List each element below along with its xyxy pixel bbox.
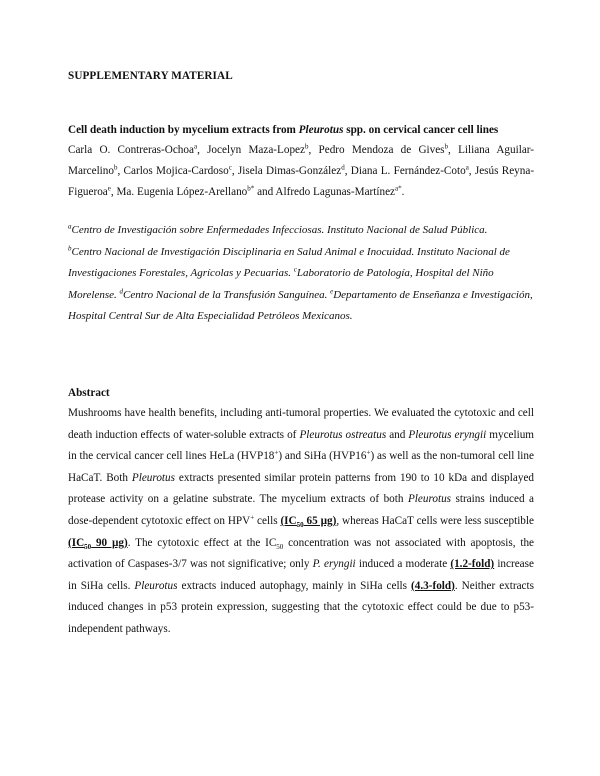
abstract-text: 50	[84, 542, 92, 551]
author-name: Pedro Mendoza de Gives	[318, 144, 445, 156]
affil-mark-b: b	[68, 243, 72, 252]
abstract-text: strains induced a dose-dependent cytotoxic effect on HPV	[68, 493, 534, 527]
author-name: Alfredo Lagunas-Martínez	[275, 186, 395, 198]
abstract-text: increase in SiHa cells.	[68, 558, 534, 592]
author-name: Jisela Dimas-González	[237, 165, 342, 177]
author-affil-mark: b	[444, 142, 449, 151]
affil-mark-e: e	[330, 286, 334, 295]
author-list: Carla O. Contreras-Ochoa$^a$, Jocelyn Maza-Lopez$^b$, Pedro Mendoza de Gives$^b$, Liliana Aguilar-Marcelino$^b$, Carlos Mojica-Cardoso$^c$, Jisela Dimas-González$^d$, Diana L. Fernández-Coto$^a$, Jesús Reyna-Figueroa$^e$, Ma. Eugenia López-Arellano$^{b*}$ and Alfredo Lagunas-Martínez$^{a*}$.	[68, 142, 535, 198]
abstract-text: 90 µg)	[91, 536, 128, 549]
author-name: Carla O. Contreras-Ochoa	[68, 144, 194, 156]
author-name: Jocelyn Maza-Lopez	[207, 144, 305, 156]
abstract-text: extracts presented similar protein patterns from 190 to 10 kDa and displayed protease activity on a gelatine substrate. The mycelium extracts of both	[68, 471, 534, 506]
abstract-text: 65 µg)	[303, 514, 337, 527]
abstract-text: Mushrooms have health benefits, including anti-tumoral properties. We evaluated the cytotoxic and cell death induction effects of water-soluble extracts of	[68, 407, 534, 441]
abstract-text: induced a moderate	[355, 558, 451, 571]
affil-mark-a: a	[68, 222, 72, 231]
abstract-text: (IC	[68, 536, 85, 549]
author-name: Jesús Reyna-Figueroa	[68, 165, 535, 198]
affiliation-b: Centro Nacional de Investigación Disciplinaria en Salud Animal e Inocuidad. Instituto Nacional de Investigaciones Forestales, Agrícolas y Pecuarias.	[68, 245, 510, 279]
fold-change-1: (1.2-fold)	[450, 558, 495, 571]
abstract-text: . Neither extracts induced changes in p53 protein expression, suggesting that the cytotoxic effect could be due to p53-independent pathways.	[68, 579, 534, 635]
title-text-2: spp. on cervical cancer cell lines	[343, 124, 499, 136]
abstract-text: P. eryngii	[312, 558, 356, 571]
author-affil-mark: b	[113, 163, 118, 172]
author-affil-mark: a*	[395, 184, 402, 193]
abstract-text: and	[386, 428, 409, 441]
author-affil-mark: b*	[247, 184, 255, 193]
author-affil-mark: a	[193, 142, 198, 151]
abstract-text: +	[366, 448, 371, 457]
abstract-text: ) and SiHa (HVP16	[278, 450, 367, 463]
author-affil-mark: d	[341, 163, 345, 172]
abstract-text: 50	[276, 542, 284, 551]
affiliations	[68, 220, 534, 328]
abstract-text: Pleurotus	[407, 493, 452, 506]
species-eryngii: Pleurotus eryngii	[408, 428, 487, 441]
abstract-text: Pleurotus	[131, 471, 175, 484]
abstract-text: +	[274, 448, 279, 457]
author-name: Liliana Aguilar-Marcelino	[68, 144, 535, 177]
title-text-1: Cell death induction by mycelium extracts from	[68, 124, 299, 136]
paper-title	[68, 124, 538, 136]
author-affil-mark: c	[228, 163, 232, 172]
abstract-text: , whereas HaCaT cells were less susceptible	[336, 514, 534, 527]
abstract-text: 50	[296, 521, 304, 530]
author-affil-mark: a	[465, 163, 469, 172]
author-name: Diana L. Fernández-Coto	[350, 165, 466, 177]
abstract-heading: Abstract	[68, 387, 110, 399]
affiliation-e: Departamento de Enseñanza e Investigación, Hospital Central Sur de Alta Especialidad Petróleos Mexicanos.	[68, 288, 533, 322]
abstract-body	[68, 403, 534, 641]
abstract-text: ) as well as the non-tumoral cell line HaCaT. Both	[68, 450, 534, 484]
species-ostreatus: Pleurotus ostreatus	[299, 428, 387, 441]
supplementary-heading: SUPPLEMENTARY MATERIAL	[68, 70, 233, 82]
affiliation-d: Centro Nacional de la Transfusión Sanguínea.	[123, 288, 328, 301]
fold-change-2: (4.3-fold)	[411, 579, 455, 592]
abstract-text: mycelium in the cervical cancer cell lines HeLa (HVP18	[68, 428, 535, 463]
affiliation-a: Centro de Investigación sobre Enfermedades Infecciosas. Instituto Nacional de Salud Pública.	[71, 224, 488, 236]
affil-mark-c: c	[293, 265, 297, 274]
abstract-text: concentration was not associated with apoptosis, the activation of Caspases-3/7 was not significative; only	[68, 536, 534, 571]
author-affil-mark: b	[305, 142, 309, 151]
author-affil-mark: e	[107, 184, 111, 193]
affil-mark-d: d	[119, 286, 124, 295]
ic50-hacat-value	[68, 537, 128, 549]
abstract-text: . The cytotoxic effect at the IC	[127, 536, 277, 549]
author-name: Carlos Mojica-Cardoso	[123, 165, 229, 177]
title-genus: Pleurotus	[298, 124, 344, 136]
abstract-text: extracts induced autophagy, mainly in SiHa cells	[177, 579, 412, 592]
affiliation-c: Laboratorio de Patología, Hospital del Niño Morelense.	[68, 267, 494, 301]
abstract-text: Pleurotus	[134, 579, 178, 592]
abstract-text: cells	[254, 514, 281, 527]
abstract-text: +	[250, 513, 255, 522]
abstract-text: (IC	[280, 514, 297, 527]
author-name: Ma. Eugenia López-Arellano	[116, 186, 248, 198]
author-conjunction: and	[257, 186, 274, 198]
ic50-hpv-value	[280, 514, 337, 530]
